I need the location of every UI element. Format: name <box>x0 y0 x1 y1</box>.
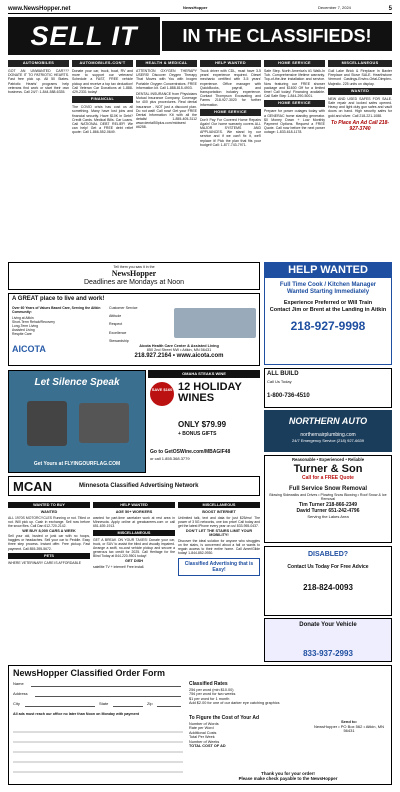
mcan-sub: WANTED <box>40 510 58 514</box>
deadline-note: All ads must reach our office no later than Noon on Monday with payment <box>13 712 139 716</box>
zip-field[interactable] <box>157 706 181 707</box>
column-subheader: FINANCIAL <box>72 96 133 103</box>
classified-text: Don't Pay For Covered Home Repairs Again! Our home warranty covers ALL MAJOR SYSTEMS AND APPLIANCES. We stand by our service and if we can't fix it, we'll replace it! Pick the plan that fits your budget! Call: 1-877-743-7971. <box>200 117 261 147</box>
deadline-lead: Tell them you saw it in the <box>113 265 155 269</box>
mcan-text: satellite TV + internet! Free install. <box>93 564 145 569</box>
city-field[interactable] <box>25 706 95 707</box>
cost-field[interactable]: Number of Weeks <box>189 739 220 744</box>
wine-brand: OMAHA STEAKS WINE <box>148 370 260 378</box>
turner-logo: Turner & Son <box>293 462 363 475</box>
aicota-item: Living at Aitkin <box>12 316 34 321</box>
aicota-contact <box>99 344 259 360</box>
aicota-value: Customer Service <box>109 306 138 310</box>
column-header: HOME SERVICE <box>264 60 325 67</box>
classified-text: GOT AN UNWANTED CAR??? DONATE IT TO PATRIOTIC HEARTS. Fast free pick up. All 50 States. Patriotic Hearts' programs help veterans find work or start their own business. Call 24/7: 1-844-588-6335. <box>8 69 69 94</box>
column-subheader: HOME SERVICE <box>200 109 261 116</box>
address-field[interactable] <box>35 696 181 697</box>
address-label: Address <box>13 691 28 696</box>
wine-ad <box>148 370 260 473</box>
word-grid-lines <box>13 722 183 780</box>
help-wanted-ad <box>264 262 392 365</box>
column-automobiles-cont <box>72 60 133 278</box>
aicota-item: Respite Care <box>12 332 32 337</box>
flag-promo-ad <box>8 370 146 473</box>
classifieds-banner <box>8 17 392 55</box>
builder-phone: 1-800-736-4510 <box>267 392 310 399</box>
aicota-address: Aicota Health Care Center & Assisted Living <box>139 344 219 348</box>
column-header: HELP WANTED <box>200 60 261 67</box>
mcan-sub: GET DISH <box>125 559 143 564</box>
aicota-item: Long-Term Living <box>12 324 39 329</box>
disabled-contact: Contact Us Today For Free Advice <box>287 564 369 571</box>
mcan-sub: WE BUY 8,000 CARS A WEEK <box>22 528 76 533</box>
mcan-text: Sell your old, busted or junk car with no hoops, haggles or headaches. Sell your car to Peddle. Easy three step process. Instant offer. Free pickup. Fast payment. Call 855-395-5672. <box>8 534 90 551</box>
order-thanks <box>189 771 387 781</box>
cost-field[interactable]: Rate per Word <box>189 726 214 731</box>
column-miscellaneous <box>328 60 392 278</box>
column-header: AUTOMOBILES <box>8 60 69 67</box>
mcan-sub: BOOST INTERNET <box>202 510 236 514</box>
aicota-ad <box>8 293 260 366</box>
mcan-sub: AGE 50+ WORKERS <box>115 510 153 514</box>
tim-phone: Tim Turner 218-866-2349 <box>298 502 358 509</box>
turner-service: Full Service Snow Removal <box>288 485 368 492</box>
disabled-phone: 218-824-0093 <box>303 583 353 593</box>
column-header: HEALTH & MEDICAL <box>136 60 197 67</box>
classified-text: Donate your car, truck, boat, RV and more to support our veterans! Schedule a FAST, FREE vehicle pickup and receive a top tax deduction! Call Veteran Car Donations at 1-888-429-2331 today! <box>72 69 133 94</box>
mcan-text: Discover the ideal solution for anyone who struggles on the stairs, is concerned about a fall or wants to regain access to their entire home. Call AmeriGlide today! 1-844-852-0930. <box>178 538 260 556</box>
aicota-phone: 218.927.2164 • www.aicota.com <box>134 352 224 359</box>
classified-text: DENTAL INSURANCE from Physicians Mutual Insurance Company. Coverage for 400 plus procedures. Real dental insurance - NOT just a discount plan. Do not wait! Call now! Get your FREE Dental Information Kit with all the details! 1-855-405-3112 www.dental50plus.com/midwest #6258. <box>136 91 197 130</box>
word-grid[interactable] <box>13 722 183 780</box>
column-health-medical <box>136 60 197 278</box>
rate-line: 25¢ per word (min $10.00) <box>189 687 234 692</box>
mcan-header: PETS <box>8 553 90 559</box>
shirt-image <box>27 401 67 446</box>
help-l2: Wanted Starting Immediately <box>286 289 370 296</box>
wine-url[interactable]: Go to GetOSWine.com/MBAGIF48 <box>150 449 231 455</box>
classified-text: ATTENTION OXYGEN THERAPY USERS! Discover Oxygen Therapy That Moves with You with Inogen Portable Oxygen Concentrators. FREE information kit. Call 1-888-815-4903. <box>136 69 197 90</box>
builder-cta: Call Us Today <box>267 379 292 385</box>
mcan-text: Unlimited talk, text and data for just $25/mo! The power of 3 5G networks, one low price! Call today and get the latest iPhone every year on us! 833-955-0437. <box>178 515 260 528</box>
mcan-header: MISCELLANEOUS <box>93 530 175 536</box>
rates-title: Classified Rates <box>189 681 228 687</box>
turner-area: Serving the Lakes Area <box>307 514 349 520</box>
cost-title: To Figure the Cost of Your Ad <box>189 715 260 721</box>
wine-phone: or call 1.855.368.3779 <box>150 456 190 461</box>
column-automobiles <box>8 60 69 278</box>
place-ad-callout: To Place An Ad Call 218-927-3740 <box>330 119 390 132</box>
header-date: December 7, 2024 <box>318 5 351 10</box>
zip-label: Zip <box>147 701 153 706</box>
save-badge: SAVE $160 <box>150 382 174 406</box>
mcan-banner <box>8 476 260 496</box>
turner-details: Blowing Sidewalks and Drives • Plowing Snow Blowing • Roof Snow & Ice Removal <box>269 492 387 502</box>
easy-ad-callout: Classified Advertising that is Easy! <box>178 558 260 576</box>
northern-air-ad <box>264 410 392 452</box>
state-label: State <box>99 701 109 706</box>
rate-line: Add $2.00 for one of our darker eye catching graphics <box>189 701 280 706</box>
aicota-item: Short-Term Rehab/Recovery <box>12 320 55 325</box>
mcan-text: wanted for part-time caretaker work at rest area in Minnesota. Apply online at greatcareers.com or call 651-639-1913. <box>93 515 175 528</box>
aicota-item: Assisted Living <box>12 328 35 333</box>
cost-field[interactable]: Additional Costs <box>189 730 217 735</box>
donate-phone: 833-937-2993 <box>303 649 353 659</box>
mcan-tagline: Minnesota Classified Advertising Network <box>79 483 199 489</box>
northern-air-phone: 24/7 Emergency Service (218) 927-6639 <box>291 437 365 443</box>
aicota-sub: Over 60 Years of Values Based Care, Serving the Aitkin Community: <box>12 306 101 315</box>
help-l1: Full Time Cook / Kitchen Manager <box>279 282 377 288</box>
aicota-values <box>109 306 169 343</box>
disabled-ad <box>264 546 392 616</box>
cost-field[interactable]: Total Per Week <box>189 735 215 740</box>
promo-title: Let Silence Speak <box>34 377 120 388</box>
aicota-value: Excellence <box>109 330 127 335</box>
order-form <box>8 665 392 785</box>
mcan-text: WHERE VETERINARY CARE IS AFFORDABLE <box>8 560 81 565</box>
mcan-text: GET A BREAK ON YOUR TAXES! Donate your car, truck, or SUV to assist the blind and visually impaired. Arrange a swift, no-cost vehicle pickup and secure a generous tax credit for 2025. Call Heritage for the Blind Today at 844-220-9501 today! <box>93 537 175 559</box>
aicota-photo <box>174 308 256 338</box>
aicota-value: Stewardship <box>109 338 129 343</box>
cap-image <box>79 403 129 443</box>
classified-text: Prepare for power outages today with a GENERAC home standby generator. $0 Money Down + Low Monthly Payment Options. Request a FREE Quote. Call now before the next power outage: 1-833-618-1178. <box>264 109 325 135</box>
sell-it-fast-heading: SELL IT <box>8 17 160 55</box>
classified-text: Truck driver with CDL, must have 3-5 years' experience required. Diesel mechanic certified with 3-5 years' experience. Office manager with QuickBooks, payroll, and transportation industry experience. Contact Thompson Excavating and Farms 218-927-3020 for further information. <box>200 69 261 107</box>
rates-box <box>189 682 309 706</box>
aicota-title: A GREAT place to live and work! <box>12 296 105 302</box>
mcan-header: MISCELLANEOUS <box>178 502 260 508</box>
aicota-value: Respect <box>109 322 123 327</box>
aicota-logo: AICOTA <box>12 344 46 354</box>
mcan-logo: MCAN <box>13 479 52 494</box>
classified-text: The COVID crisis has cost us all something. Many have lost jobs and financial security. Have $10K in Debt? Credit Cards. Medical Bills. Car Loans. Call NATIONAL DEBT RELIEF! We can help! Get a FREE debt relief quote: Call 1-866-552-0649. <box>72 105 133 135</box>
mcan-col-help <box>93 500 175 640</box>
cost-calculator <box>189 716 299 749</box>
deadline-text: Deadlines are Mondays at Noon <box>83 278 184 286</box>
turner-quote: Call for a FREE Quote <box>302 474 354 481</box>
name-label: Name <box>13 681 24 686</box>
send-to <box>309 720 389 734</box>
rate-line: 75¢ per word for two weeks <box>189 692 236 697</box>
column-home-service <box>264 60 325 278</box>
wine-price: ONLY $79.99 <box>178 420 227 429</box>
mcan-text: ALL 1970S MOTORCYCLES Running or not. Titled or not. Will pick up. Cash in exchange. Sell now before the snow flies. Call Dan 612-720-2142. <box>8 515 90 528</box>
donate-vehicle-ad <box>264 618 392 662</box>
order-title: NewsHopper Classified Order Form <box>13 668 166 678</box>
classified-text: NEW AND USED SAFES FOR SALE. Safe repair and locked safes opened. Heavy and light duty gun safes and vault doors on hand. High security safes for gold and silver. Call 218-221-1088. <box>328 96 392 118</box>
page-number: 5 <box>388 6 392 12</box>
column-help-wanted <box>200 60 261 278</box>
column-subheader: WANTED <box>328 88 392 95</box>
northern-air-url[interactable]: northernairplumbing.com <box>300 431 356 438</box>
classified-text: Gull Lake Brick & Fireplace in Baxter Fireplace and Stove SALE. Hearthstone Vermont Castings-Enviro-Ortal-Dimplex-Majestic. 225 units on display. <box>328 69 392 86</box>
aicota-value: Attitude <box>109 314 122 319</box>
thanks-text: Thank you for your order! <box>261 770 315 776</box>
cost-total[interactable]: TOTAL COST OF AD <box>189 744 226 749</box>
help-l3: Experience Preferred or Will Train <box>283 300 373 307</box>
rate-line: $1 per word for 1 month <box>189 696 230 701</box>
state-field[interactable] <box>113 706 143 707</box>
builder-name: ALL BUILD <box>267 371 299 377</box>
turner-son-ad <box>264 455 392 543</box>
city-label: City <box>13 701 20 706</box>
promo-url[interactable]: Get Yours at FLYINGOURFLAG.COM <box>33 461 121 468</box>
site-url[interactable]: www.NewsHopper.net <box>8 6 71 12</box>
help-phone: 218-927-9998 <box>290 319 366 334</box>
in-the-classifieds-heading: IN THE CLASSIFIEDS! <box>162 21 392 51</box>
turner-tag: Reasonable • Experienced • Reliable <box>291 457 365 462</box>
all-build-ad <box>264 368 392 408</box>
payable-text: Please make check payable to the NewsHopper <box>238 775 338 781</box>
mcan-header: WANTED TO BUY <box>8 502 90 508</box>
classified-text: Safe Step. North America's #1 Walk-In Tub. Comprehensive lifetime warranty. Top-of-the-line installation and service. Now featuring our FREE shower package and $1600 Off for a limited time! Call today! Financing available. Call Safe Step 1-844-290-5001. <box>264 69 325 99</box>
send-label: Send to: <box>341 719 357 724</box>
mcan-col-wanted <box>8 500 90 640</box>
deadline-box <box>8 262 260 290</box>
david-phone: David Turner 651-242-4796 <box>296 508 360 515</box>
northern-air-logo: NORTHERN AUTO <box>288 416 368 426</box>
mcan-col-misc <box>178 500 260 640</box>
disabled-title: DISABLED? <box>307 551 349 558</box>
name-field[interactable] <box>31 686 181 687</box>
aicota-left <box>12 306 107 336</box>
wine-bonus: + BONUS GIFTS <box>178 431 217 437</box>
cost-field[interactable]: Number of Words <box>189 721 219 726</box>
page-header <box>8 4 392 14</box>
column-header: MISCELLANEOUS <box>328 60 392 67</box>
aicota-street: 850 2nd Street NW • Aitkin, MN 56431 <box>146 348 212 353</box>
help-wanted-title: HELP WANTED <box>265 263 391 278</box>
wine-headline: 12 HOLIDAY WINES <box>178 381 242 404</box>
column-header: AUTOMOBILES-CON'T <box>72 60 133 67</box>
donate-title: Donate Your Vehicle <box>299 622 357 628</box>
header-brand: NewsHopper <box>183 5 208 10</box>
column-subheader: HOME SERVICE <box>264 100 325 107</box>
newshopper-logo: NewsHopper <box>111 269 157 279</box>
mcan-header: HELP WANTED <box>93 502 175 508</box>
mcan-sub: DON'T LET THE STAIRS LIMIT YOUR MOBILITY! <box>185 528 253 538</box>
help-l4: Contact Jim or Brent at the Landing in Aitkin <box>269 306 387 313</box>
send-address: NewsHopper • PO Box 562 • Aitkin, MN 56431 <box>314 723 384 734</box>
